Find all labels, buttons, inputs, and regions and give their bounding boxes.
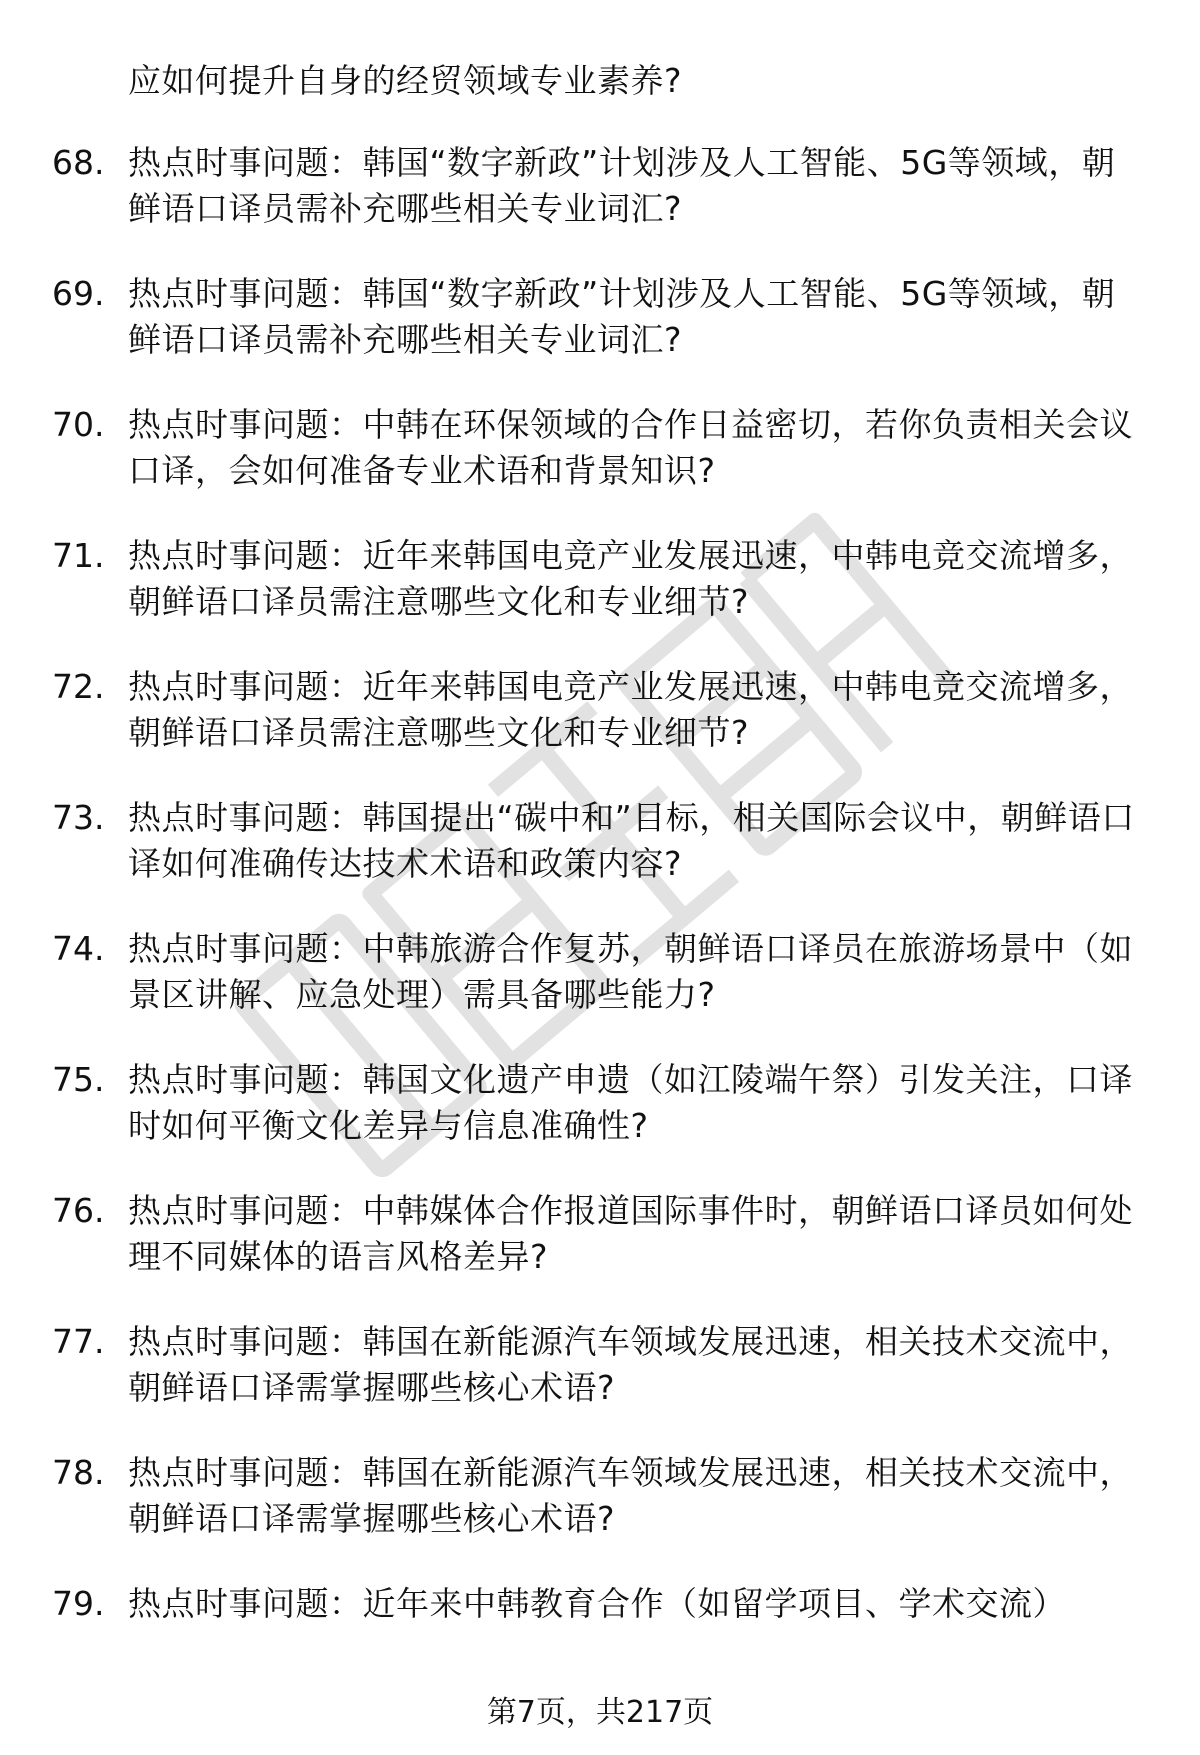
list-item: [0, 271, 1200, 402]
list-item: [0, 140, 1200, 271]
list-item: [0, 926, 1200, 1057]
list-item: [0, 1450, 1200, 1581]
list-item: [0, 533, 1200, 664]
list-item: [0, 1319, 1200, 1450]
question-number: 78.: [52, 1453, 105, 1492]
question-text: 热点时事问题：韩国提出“碳中和”目标，相关国际会议中，朝鲜语口译如何准确传达技术术语和政策内容?: [128, 798, 1135, 883]
question-text: 热点时事问题：韩国“数字新政”计划涉及人工智能、5G等领域，朝鲜语口译员需补充哪些相关专业词汇?: [128, 143, 1116, 228]
list-item: [0, 1188, 1200, 1319]
question-number: 73.: [52, 798, 105, 837]
question-number: 68.: [52, 143, 105, 182]
question-number: 72.: [52, 667, 105, 706]
question-number: 76.: [52, 1191, 105, 1230]
question-text: 热点时事问题：近年来韩国电竞产业发展迅速，中韩电竞交流增多，朝鲜语口译员需注意哪些文化和专业细节?: [128, 536, 1133, 621]
list-item: [0, 1057, 1200, 1188]
question-number: 79.: [52, 1584, 105, 1623]
question-list: [0, 140, 1200, 1712]
question-number: 77.: [52, 1322, 105, 1361]
question-text: 热点时事问题：韩国在新能源汽车领域发展迅速，相关技术交流中，朝鲜语口译需掌握哪些核心术语?: [128, 1322, 1133, 1407]
question-text: 热点时事问题：中韩媒体合作报道国际事件时，朝鲜语口译员如何处理不同媒体的语言风格差异?: [128, 1191, 1133, 1276]
list-item: [0, 664, 1200, 795]
question-text: 热点时事问题：韩国“数字新政”计划涉及人工智能、5G等领域，朝鲜语口译员需补充哪些相关专业词汇?: [128, 274, 1116, 359]
question-number: 74.: [52, 929, 105, 968]
question-text: 热点时事问题：近年来韩国电竞产业发展迅速，中韩电竞交流增多，朝鲜语口译员需注意哪些文化和专业细节?: [128, 667, 1133, 752]
list-item: [0, 402, 1200, 533]
question-number: 71.: [52, 536, 105, 575]
question-text: 热点时事问题：韩国文化遗产申遗（如江陵端午祭）引发关注，口译时如何平衡文化差异与信息准确性?: [128, 1060, 1133, 1145]
page-number: 第7页，共217页: [486, 1695, 714, 1730]
list-item: [0, 795, 1200, 926]
question-number: 70.: [52, 405, 105, 444]
question-text: 热点时事问题：近年来中韩教育合作（如留学项目、学术交流）: [128, 1584, 1066, 1623]
question-text: 热点时事问题：中韩旅游合作复苏，朝鲜语口译员在旅游场景中（如景区讲解、应急处理）需具备哪些能力?: [128, 929, 1133, 1014]
question-number: 69.: [52, 274, 105, 313]
question-number: 75.: [52, 1060, 105, 1099]
question-text: 热点时事问题：韩国在新能源汽车领域发展迅速，相关技术交流中，朝鲜语口译需掌握哪些核心术语?: [128, 1453, 1133, 1538]
question-text: 热点时事问题：中韩在环保领域的合作日益密切，若你负责相关会议口译，会如何准备专业术语和背景知识?: [128, 405, 1133, 490]
continuation-line: 应如何提升自身的经贸领域专业素养?: [128, 61, 683, 100]
